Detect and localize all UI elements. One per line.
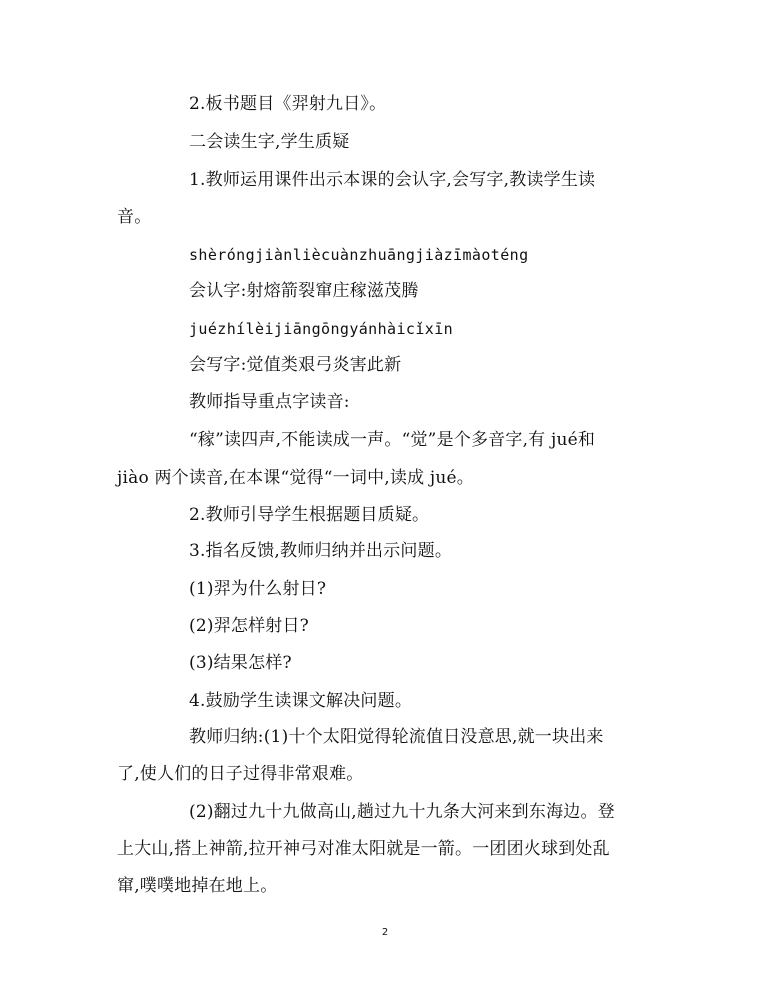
text-line-8: 会写字:觉值类艰弓炎害此新 [189,355,402,375]
text-line-11: jiào 两个读音,在本课“觉得“一词中,读成 jué。 [117,468,474,488]
text-line-21: 上大山,搭上神箭,拉开神弓对准太阳就是一箭。一团团火球到处乱 [117,839,610,859]
text-line-4: 音。 [117,207,152,227]
text-line-17: 4.鼓励学生读课文解决问题。 [189,691,413,711]
text-line-22: 窜,噗噗地掉在地上。 [117,876,278,896]
text-line-1: 2.板书题目《羿射九日》。 [189,94,387,114]
text-line-6: 会认字:射熔箭裂窜庄稼滋茂腾 [189,281,419,301]
text-line-14: (1)羿为什么射日? [189,579,327,599]
text-line-19: 了,使人们的日子过得非常艰难。 [117,764,364,784]
pinyin-line-2: juézhílèijiāngōngyánhàicǐxīn [189,320,454,338]
text-line-13: 3.指名反馈,教师归纳并出示问题。 [189,541,453,561]
text-line-12: 2.教师引导学生根据题目质疑。 [189,505,430,525]
text-line-18: 教师归纳:(1)十个太阳觉得轮流值日没意思,就一块出来 [189,727,604,747]
text-line-3: 1.教师运用课件出示本课的会认字,会写字,教读学生读 [189,170,596,190]
text-line-20: (2)翻过九十九做高山,趟过九十九条大河来到东海边。登 [189,802,615,822]
text-line-9: 教师指导重点字读音: [189,392,350,412]
pinyin-line-1: shèróngjiànlièсuànzhuāngjiàzīmàoténg [189,246,529,264]
text-line-15: (2)羿怎样射日? [189,616,309,636]
text-line-10: “稼”读四声,不能读成一声。“觉”是个多音字,有 jué和 [189,430,596,450]
text-line-16: (3)结果怎样? [189,653,292,673]
page-number: 2 [381,927,389,938]
text-line-2: 二会读生字,学生质疑 [189,132,350,152]
